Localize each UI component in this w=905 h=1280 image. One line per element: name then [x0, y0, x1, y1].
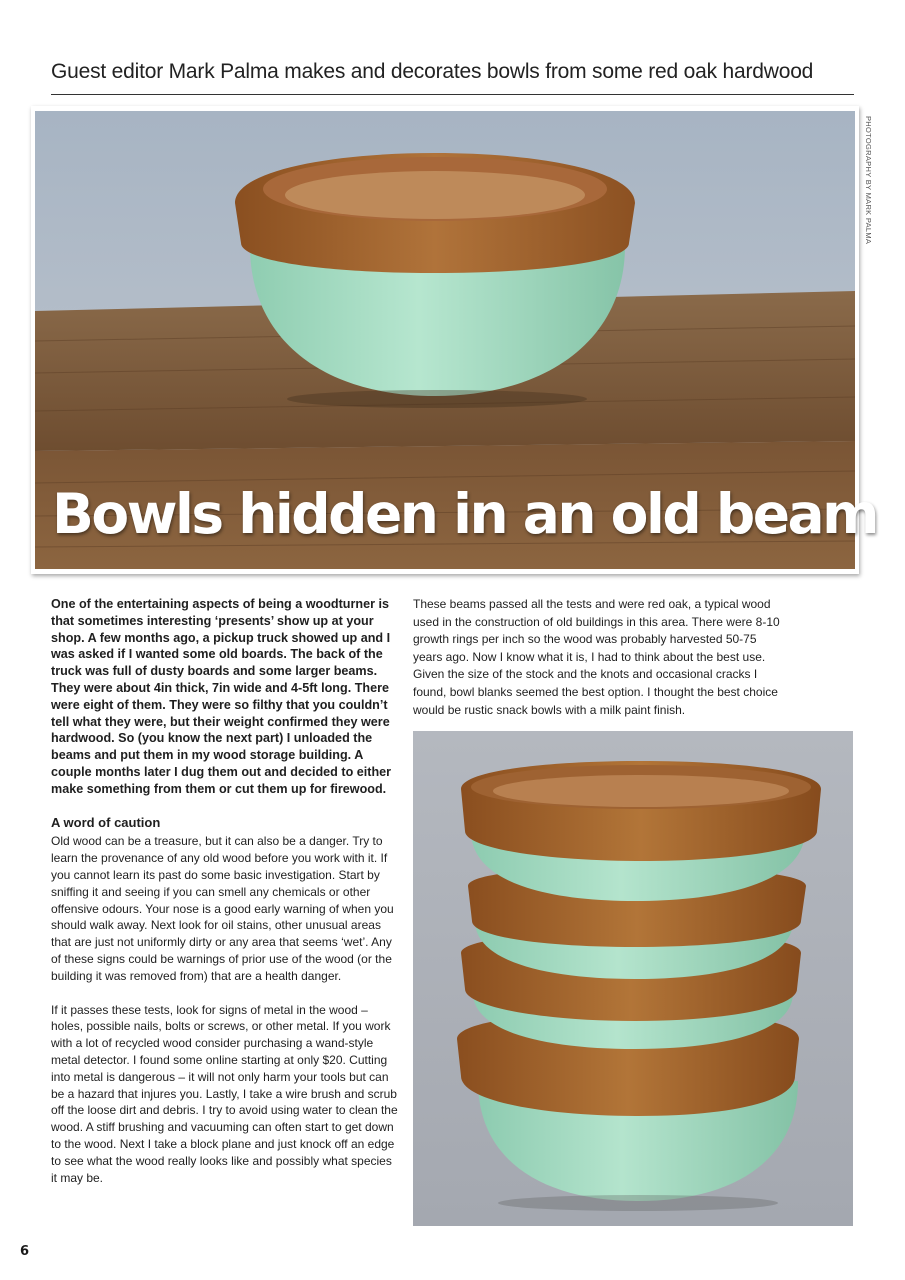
body-paragraph-caution: Old wood can be a treasure, but it can also be a danger. Try to learn the provenance of any old wood before you work with it. If you cannot learn its past do some basic investigation. Start by sniffing it and seeing if you can smell any chemicals or other offensive odours. Your nose is a good early warning of when you should walk away. Next look for oil stains, other unusual areas that are just not uniformly dirty or any area that seems ‘wet’. Any of these signs could be warnings of prior use of the wood (or the building it was removed from) that are a health danger. [51, 834, 394, 983]
stacked-bowls-photo [413, 731, 853, 1226]
photo-credit: PHOTOGRAPHY BY MARK PALMA [864, 116, 873, 245]
right-column [413, 596, 785, 719]
kicker-text: Guest editor Mark Palma makes and decorates bowls from some red oak hardwood [51, 60, 814, 83]
article-headline: Bowls hidden in an old beam [52, 482, 877, 546]
intro-paragraph: One of the entertaining aspects of being a woodturner is that sometimes interesting ‘presents’ show up at your shop. A few months ago, a pickup truck showed up and I was asked if I wanted some old boards. The back of the truck was full of dusty boards and some larger beams. They were about 4in thick, 7in wide and 4-5ft long. There were eight of them. They were so filthy that you couldn’t tell what they were, but their weight confirmed they were hardwood. So (you know the next part) I unloaded the beams and put them in my wood storage building. A couple months later I dug them out and decided to either make something from them or cut them up for firewood. [51, 597, 392, 796]
page-number: 6 [20, 1244, 30, 1259]
section-heading: A word of caution [51, 814, 161, 830]
body-paragraph-metal: If it passes these tests, look for signs of metal in the wood – holes, possible nails, bolts or screws, or other metal. If you work with a lot of recycled wood consider purchasing a wand-style metal detector. I found some online starting at only $20. Cutting into metal is dangerous – it will not only harm your tools but can be a hazard that injures you. Lastly, I take a wire brush and scrub off the loose dirt and debris. I try to avoid using water to clean the wood. A stiff brushing and vacuuming can often start to get down to the wood. Next I take a block plane and just knock off an edge to see what the wood really looks like and possibly what species it may be. [51, 1002, 398, 1185]
left-column [51, 596, 399, 1203]
kicker-rule [51, 94, 854, 95]
body-paragraph-right: These beams passed all the tests and were red oak, a typical wood used in the construction of old buildings in this area. There were 8-10 growth rings per inch so the wood was probably harvested 50-75 years ago. Now I know what it is, I had to think about the best use. Given the size of the stock and the knots and occasional cracks I found, bowl blanks seemed the best option. I thought the best choice would be rustic snack bowls with a milk paint finish. [413, 597, 780, 717]
